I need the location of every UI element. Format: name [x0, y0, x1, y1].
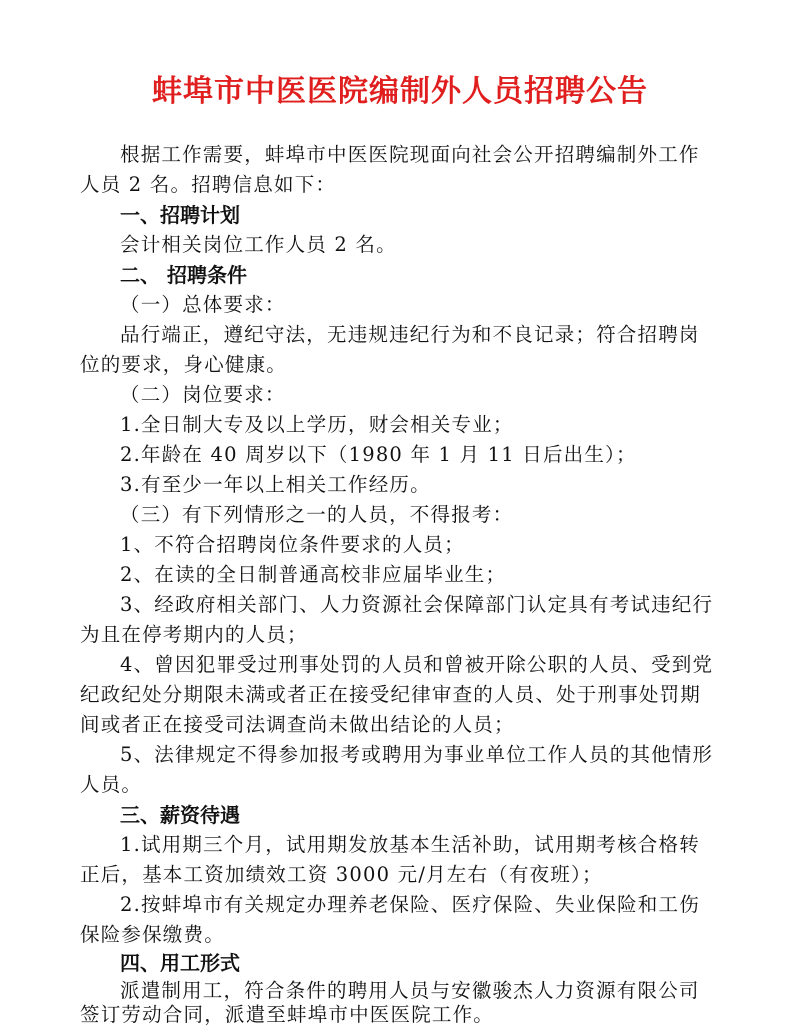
- requirement-1: 1.全日制大专及以上学历，财会相关专业；: [120, 413, 514, 436]
- general-line-2: 位的要求，身心健康。: [80, 353, 288, 376]
- intro-line-2: 人员 2 名。招聘信息如下：: [80, 173, 337, 196]
- plan-text: 会计相关岗位工作人员 2 名。: [120, 233, 397, 256]
- exclusion-1: 1、不符合招聘岗位条件要求的人员；: [120, 533, 465, 556]
- intro-line-1: 根据工作需要，蚌埠市中医医院现面向社会公开招聘编制外工作: [120, 143, 700, 166]
- exclusion-5-line-2: 人员。: [80, 773, 143, 796]
- general-line-1: 品行端正，遵纪守法，无违规违纪行为和不良记录；符合招聘岗: [120, 323, 700, 346]
- subheading-general: （一）总体要求：: [120, 293, 286, 316]
- salary-2-line-2: 保险参保缴费。: [80, 923, 225, 946]
- exclusion-2: 2、在读的全日制普通高校非应届毕业生；: [120, 563, 507, 586]
- section-heading-employment: 四、用工形式: [120, 951, 240, 975]
- subheading-exclusions: （三）有下列情形之一的人员，不得报考：: [120, 503, 514, 526]
- exclusion-5-line-1: 5、法律规定不得参加报考或聘用为事业单位工作人员的其他情形: [120, 743, 714, 766]
- employment-line-1: 派遣制用工，符合条件的聘用人员与安徽骏杰人力资源有限公司: [120, 979, 700, 1002]
- requirement-2: 2.年龄在 40 周岁以下（1980 年 1 月 11 日后出生）；: [120, 443, 637, 466]
- employment-line-2: 签订劳动合同，派遣至蚌埠市中医医院工作。: [80, 1003, 495, 1026]
- exclusion-3-line-1: 3、经政府相关部门、人力资源社会保障部门认定具有考试违纪行: [120, 593, 714, 616]
- exclusion-4-line-2: 纪政纪处分期限未满或者正在接受纪律审查的人员、处于刑事处罚期: [80, 683, 702, 706]
- exclusion-4-line-1: 4、曾因犯罪受过刑事处罚的人员和曾被开除公职的人员、受到党: [120, 653, 714, 676]
- requirement-3: 3.有至少一年以上相关工作经历。: [120, 473, 431, 496]
- salary-1-line-1: 1.试用期三个月，试用期发放基本生活补助，试用期考核合格转: [120, 833, 700, 856]
- section-heading-salary: 三、薪资待遇: [120, 803, 240, 827]
- document-title: 蚌埠市中医医院编制外人员招聘公告: [152, 74, 648, 109]
- section-heading-plan: 一、招聘计划: [120, 203, 240, 227]
- salary-2-line-1: 2.按蚌埠市有关规定办理养老保险、医疗保险、失业保险和工伤: [120, 893, 700, 916]
- exclusion-4-line-3: 间或者正在接受司法调查尚未做出结论的人员；: [80, 713, 515, 736]
- salary-1-line-2: 正后，基本工资加绩效工资 3000 元/月左右（有夜班）；: [80, 863, 603, 886]
- section-heading-conditions: 二、 招聘条件: [120, 263, 247, 287]
- subheading-position: （二）岗位要求：: [120, 383, 286, 406]
- exclusion-3-line-2: 为且在停考期内的人员；: [80, 623, 308, 646]
